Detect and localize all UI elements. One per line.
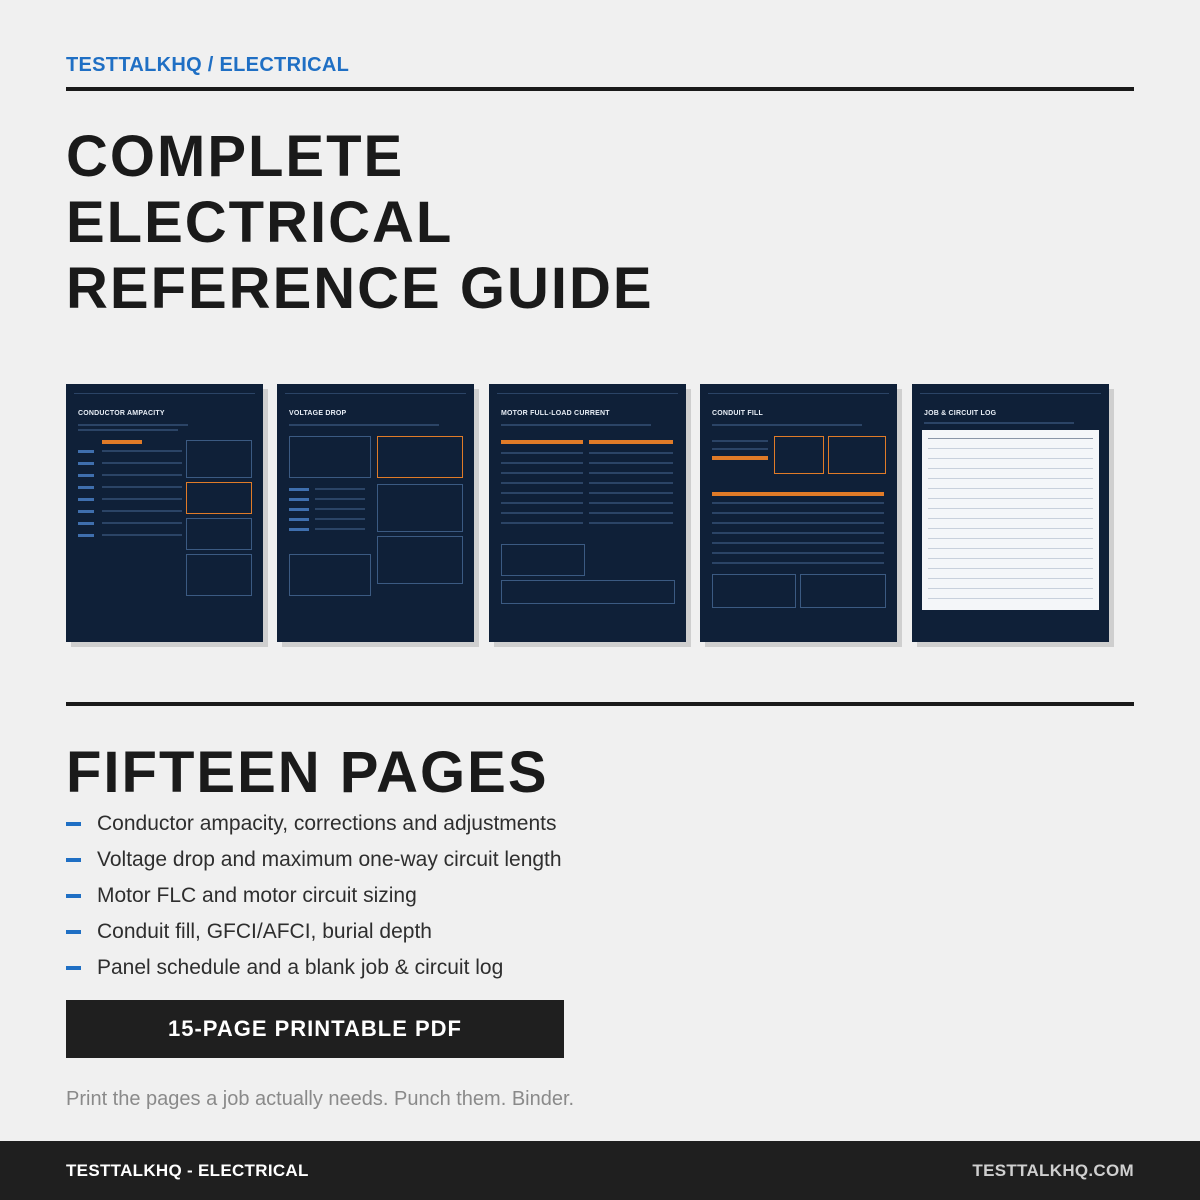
preview-title: VOLTAGE DROP [289, 410, 347, 417]
list-item [66, 806, 562, 842]
list-item-text: Voltage drop and maximum one-way circuit length [97, 848, 562, 871]
section-divider [66, 702, 1134, 706]
list-item [66, 950, 562, 986]
footer [0, 1141, 1200, 1200]
preview-page-ampacity [66, 384, 263, 642]
section-heading: FIFTEEN PAGES [66, 740, 549, 805]
footer-website-link[interactable]: TESTTALKHQ.COM [972, 1161, 1134, 1180]
list-item-text: Conductor ampacity, corrections and adjustments [97, 812, 557, 835]
preview-page-job-log [912, 384, 1109, 642]
list-item-text: Motor FLC and motor circuit sizing [97, 884, 417, 907]
feature-list [66, 806, 562, 986]
footer-brand: TESTTALKHQ - ELECTRICAL [66, 1161, 309, 1180]
page-previews [66, 384, 1134, 650]
bullet-dash-icon [66, 858, 81, 862]
top-divider [66, 87, 1134, 91]
list-item [66, 842, 562, 878]
title-line-1: COMPLETE [66, 124, 405, 189]
list-item-text: Panel schedule and a blank job & circuit log [97, 956, 504, 979]
bullet-dash-icon [66, 930, 81, 934]
title-line-3: REFERENCE GUIDE [66, 256, 654, 321]
preview-page-conduit-fill [700, 384, 897, 642]
title-line-2: ELECTRICAL [66, 190, 454, 255]
list-item [66, 878, 562, 914]
preview-page-motor-flc [489, 384, 686, 642]
preview-title: MOTOR FULL-LOAD CURRENT [501, 410, 610, 417]
bullet-dash-icon [66, 822, 81, 826]
page-title [66, 124, 654, 322]
preview-title: JOB & CIRCUIT LOG [924, 410, 997, 417]
pdf-format-button[interactable]: 15-PAGE PRINTABLE PDF [66, 1000, 564, 1058]
preview-page-voltage-drop [277, 384, 474, 642]
preview-title: CONDUCTOR AMPACITY [78, 410, 165, 417]
preview-title: CONDUIT FILL [712, 410, 764, 417]
tagline: Print the pages a job actually needs. Punch them. Binder. [66, 1088, 575, 1110]
list-item-text: Conduit fill, GFCI/AFCI, burial depth [97, 920, 432, 943]
list-item [66, 914, 562, 950]
bullet-dash-icon [66, 894, 81, 898]
bullet-dash-icon [66, 966, 81, 970]
brand-label: TESTTALKHQ / ELECTRICAL [66, 54, 350, 76]
